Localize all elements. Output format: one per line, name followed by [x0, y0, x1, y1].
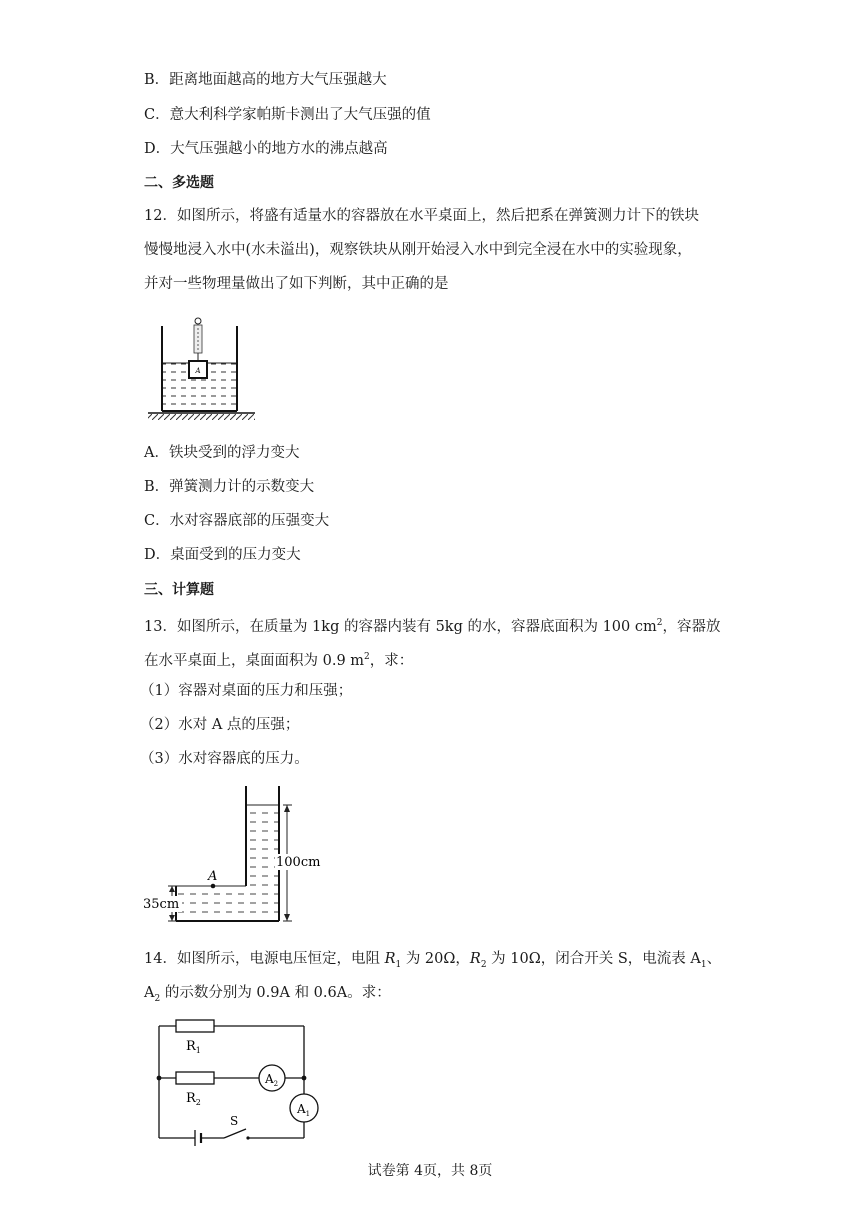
q14-circuit-r1-label: $R_1$: [186, 1039, 201, 1055]
q13-height-35cm-label: 35cm: [143, 897, 180, 912]
page-footer: 试卷第 4页，共 8页: [367, 1163, 493, 1179]
q14-ammeter-a1-label: $A_1$: [297, 1102, 311, 1118]
q13-text-c: 在水平桌面上，桌面面积为 0.9 m: [144, 652, 365, 669]
q13-unit-sup-2: 2: [364, 652, 370, 662]
q13-height-100cm-label: 100cm: [276, 855, 321, 870]
section-calculation-heading: 三、计算题: [144, 582, 214, 598]
q12-stem-line-3: 并对一些物理量做出了如下判断，其中正确的是: [144, 276, 449, 292]
q13-text-b: ，容器放: [662, 618, 721, 635]
q14-circuit-r2-label: $R_2$: [186, 1091, 201, 1107]
q13-container-figure: [140, 782, 340, 927]
q13-sub-1: （1）容器对桌面的压力和压强；: [140, 683, 353, 699]
q12-stem-line-2: 慢慢地浸入水中(水未溢出)，观察铁块从刚开始浸入水中到完全浸在水中的实验现象，: [144, 242, 692, 258]
q14-ammeter-a2-label: $A_2$: [265, 1072, 279, 1088]
q14-r1-sub: 1: [395, 959, 402, 970]
q14-r2-sub: 2: [480, 959, 487, 970]
q12-beaker-figure: [140, 312, 270, 424]
q13-unit-sup: 2: [656, 618, 663, 628]
q12-option-a: A．铁块受到的浮力变大: [144, 445, 300, 461]
q14-text-b: 为 20Ω，: [401, 951, 470, 967]
q11-option-b: B．距离地面越高的地方大气压强越大: [144, 72, 387, 88]
q14-switch-label: S: [230, 1114, 239, 1128]
q13-stem-line-2: [144, 647, 413, 671]
section-multiple-choice-heading: 二、多选题: [144, 175, 214, 191]
q12-option-b: B．弹簧测力计的示数变大: [144, 479, 315, 495]
q13-text-d: ，求：: [369, 652, 414, 669]
q14-text-d: 、: [706, 951, 722, 967]
q13-stem-line-1: [144, 613, 720, 637]
q14-r1-symbol: R: [384, 951, 396, 967]
q14-text-a: 14．如图所示，电源电压恒定，电阻: [144, 951, 385, 967]
q13-text-a: 13．如图所示，在质量为 1kg 的容器内装有 5kg 的水，容器底面积为 100 cm: [144, 618, 657, 635]
q13-sub-2: （2）水对 A 点的压强；: [140, 717, 300, 733]
q14-text-c: 为 10Ω，闭合开关 S，电流表 A: [486, 951, 701, 967]
q12-stem-line-1: 12．如图所示，将盛有适量水的容器放在水平桌面上，然后把系在弹簧测力计下的铁块: [144, 208, 699, 224]
q11-option-d: D．大气压强越小的地方水的沸点越高: [144, 141, 388, 157]
q12-option-c: C．水对容器底部的压强变大: [144, 513, 330, 529]
q12-option-d: D．桌面受到的压力变大: [144, 547, 301, 563]
q14-circuit-figure: [150, 1014, 330, 1146]
q14-a1-sub: 1: [700, 959, 707, 970]
q11-option-c: C．意大利科学家帕斯卡测出了大气压强的值: [144, 107, 431, 123]
q13-sub-3: （3）水对容器底的压力。: [140, 751, 309, 767]
q14-r2-symbol: R: [469, 951, 481, 967]
q14-stem-line-1: [144, 949, 721, 975]
q14-text-f: 的示数分别为 0.9A 和 0.6A。求：: [160, 985, 391, 1001]
q13-point-a-label: A: [208, 869, 218, 884]
q12-block-label: A: [195, 367, 201, 375]
q14-a2-sub: 2: [154, 993, 161, 1004]
q14-text-e: A: [144, 985, 155, 1001]
q14-stem-line-2: [144, 983, 391, 1009]
